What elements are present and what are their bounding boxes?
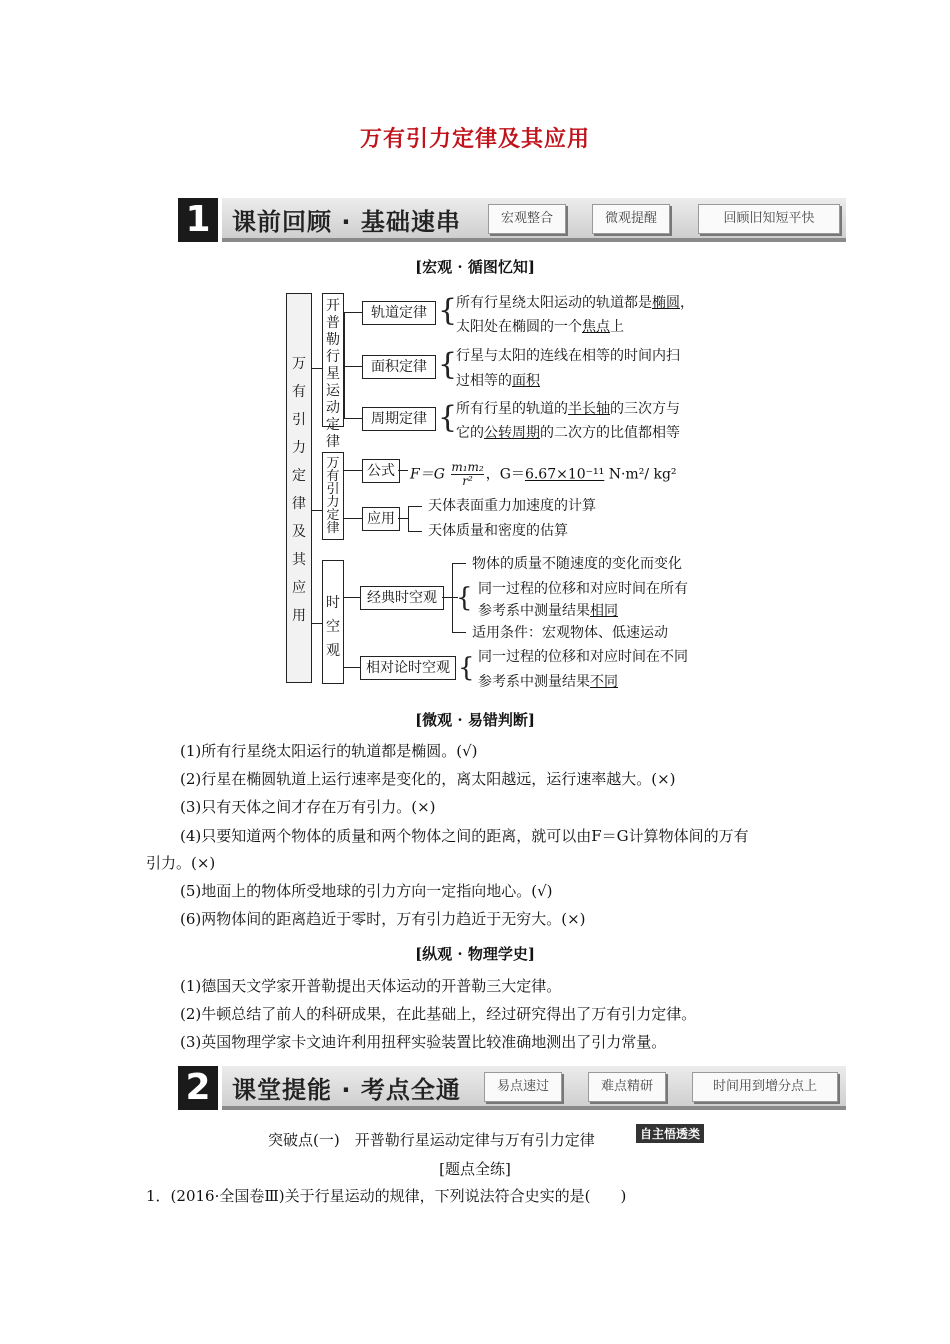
judgment-5: (5)地面上的物体所受地球的引力方向一定指向地心。(√) xyxy=(180,882,553,900)
practice-heading: [题点全练] xyxy=(439,1160,511,1178)
easy-points-button[interactable]: 易点速过 xyxy=(484,1072,562,1102)
area-law-box: 面积定律 xyxy=(362,355,436,379)
micro-heading: [微观 · 易错判断] xyxy=(415,711,535,729)
classical-3: 参考系中测量结果相同 xyxy=(478,603,618,619)
history-heading: [纵观 · 物理学史] xyxy=(415,945,535,963)
kepler-laws-box: 开普勒行星运动定律 xyxy=(322,293,344,427)
hard-points-button[interactable]: 难点精研 xyxy=(588,1072,666,1102)
micro-reminder-button[interactable]: 微观提醒 xyxy=(592,204,670,234)
application-box: 应用 xyxy=(362,507,400,531)
orbit-law-box: 轨道定律 xyxy=(362,301,436,325)
relativity-2: 参考系中测量结果不同 xyxy=(478,674,618,690)
macro-heading: [宏观 · 循图忆知] xyxy=(415,258,535,276)
question-1: 1．(2016·全国卷Ⅲ)关于行星运动的规律，下列说法符合史实的是( ) xyxy=(146,1187,627,1205)
spacetime-box: 时空观 xyxy=(322,560,344,684)
classical-1: 物体的质量不随速度的变化而变化 xyxy=(472,556,682,572)
gravitation-formula: F＝G $\frac{\text{m₁m₂}}{\text{r²}}$ ，G＝6.67×10⁻¹¹ N·m²/ kg² xyxy=(410,460,677,488)
score-points-button[interactable]: 时间用到增分点上 xyxy=(692,1072,838,1102)
orbit-law-line1: 所有行星绕太阳运动的轨道都是椭圆， xyxy=(456,295,694,311)
judgment-6: (6)两物体间的距离趋近于零时，万有引力趋近于无穷大。(×) xyxy=(180,910,586,928)
classical-spacetime-box: 经典时空观 xyxy=(360,586,444,610)
root-box: 万有引力定律及其应用 xyxy=(286,293,312,683)
formula-box: 公式 xyxy=(362,459,400,483)
history-2: (2)牛顿总结了前人的科研成果，在此基础上，经过研究得出了万有引力定律。 xyxy=(180,1005,697,1023)
relativity-spacetime-box: 相对论时空观 xyxy=(360,656,456,680)
section-banner-2 xyxy=(178,1066,846,1110)
gravitation-law-box: 万有引力定律 xyxy=(322,452,344,540)
section-number: 1 xyxy=(178,198,218,242)
area-law-line2: 过相等的面积 xyxy=(456,373,540,389)
classical-4: 适用条件：宏观物体、低速运动 xyxy=(472,625,668,641)
orbit-law-line2: 太阳处在椭圆的一个焦点上 xyxy=(456,319,624,335)
review-button[interactable]: 回顾旧知短平快 xyxy=(698,204,840,234)
history-3: (3)英国物理学家卡文迪许利用扭秤实验装置比较准确地测出了引力常量。 xyxy=(180,1033,667,1051)
page-title: 万有引力定律及其应用 xyxy=(359,126,590,152)
judgment-4: (4)只要知道两个物体的质量和两个物体之间的距离，就可以由F＝G计算物体间的万有 xyxy=(180,827,749,845)
judgment-3: (3)只有天体之间才存在万有引力。(×) xyxy=(180,798,436,816)
judgment-2: (2)行星在椭圆轨道上运行速率是变化的，离太阳越远，运行速率越大。(×) xyxy=(180,770,676,788)
period-law-line1: 所有行星的轨道的半长轴的三次方与 xyxy=(456,401,680,417)
self-study-badge: 自主悟透类 xyxy=(636,1124,704,1143)
history-1: (1)德国天文学家开普勒提出天体运动的开普勒三大定律。 xyxy=(180,977,562,995)
application-2: 天体质量和密度的估算 xyxy=(428,523,568,539)
classical-2: 同一过程的位移和对应时间在所有 xyxy=(478,581,688,597)
relativity-1: 同一过程的位移和对应时间在不同 xyxy=(478,649,688,665)
breakthrough-title: 突破点(一) 开普勒行星运动定律与万有引力定律 xyxy=(268,1131,595,1149)
application-1: 天体表面重力加速度的计算 xyxy=(428,498,596,514)
macro-integration-button[interactable]: 宏观整合 xyxy=(488,204,566,234)
section-label: 课前回顾 · 基础速串 xyxy=(232,208,461,236)
judgment-1: (1)所有行星绕太阳运行的轨道都是椭圆。(√) xyxy=(180,742,478,760)
judgment-4-cont: 引力。(×) xyxy=(146,854,216,872)
section-label: 课堂提能 · 考点全通 xyxy=(232,1076,461,1104)
area-law-line1: 行星与太阳的连线在相等的时间内扫 xyxy=(456,348,680,364)
period-law-box: 周期定律 xyxy=(362,407,436,431)
concept-diagram: 万有引力定律及其应用 开普勒行星运动定律 轨道定律 面积定律 周期定律 { { { 所有行星绕太阳运动的轨道都是椭圆， 太阳处在椭圆的一个焦点上 行星与太阳的连线在相等的时间内扫 过相等的面积 所有行星的轨道的半长轴的三次方与 它的公转周期的二次方的比值都相等 万有引力定律 公式 F＝G $\frac{\text{m₁m₂}}{\text{r²}}$ ，G＝6.67×10⁻¹¹ N·m²/ kg² 应用 天体表面重力加速度的计算 天体质量和密度的估算 时空观 经典时空观 相对论时空观 { 物体的质量不随速度的变化而变化 同一过程的位移和对应时间在所有 参考系中测量结果相同 适用条件：宏观物体、低速运动 { 同一过程的位移和对应时间在不同 参考系中测量结果不同 xyxy=(0,0,950,700)
section-number: 2 xyxy=(178,1066,218,1110)
period-law-line2: 它的公转周期的二次方的比值都相等 xyxy=(456,425,680,441)
